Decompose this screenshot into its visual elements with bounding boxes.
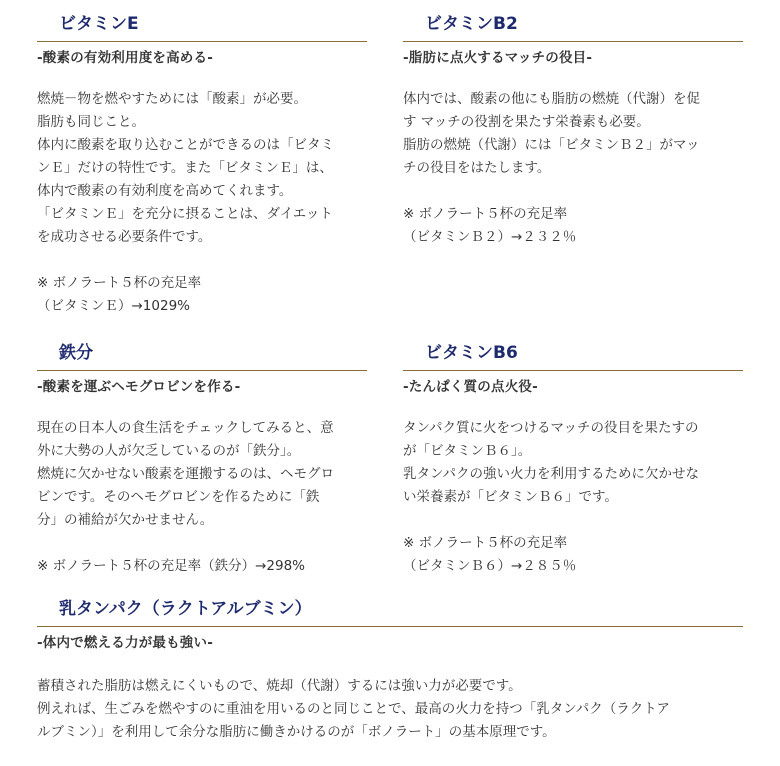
section-subtitle: -脂肪に点火するマッチの役目- — [403, 50, 593, 66]
section-title: 乳タンパク（ラクトアルブミン） — [59, 599, 312, 619]
section-vitamin-b2 — [403, 13, 743, 249]
section-title: ビタミンB2 — [425, 14, 518, 34]
section-subtitle: -たんぱく質の点火役- — [403, 379, 538, 395]
section-title: ビタミンE — [59, 14, 139, 34]
section-body — [403, 417, 743, 578]
section-subtitle: -酸素を運ぶヘモグロビンを作る- — [37, 379, 241, 395]
section-body — [37, 675, 743, 744]
section-text: タンパク質に火をつけるマッチの役目を果たすの が「ビタミンＢ６」。 乳タンパクの強い火力を利用するために欠かせな い栄養素が「ビタミンＢ６」です。 — [403, 420, 700, 505]
section-note: ※ ボノラート５杯の充足率 （ビタミンＥ）→1029% — [37, 275, 202, 314]
section-divider — [403, 41, 743, 42]
section-body — [37, 417, 367, 578]
section-vitamin-e — [37, 13, 367, 318]
section-subtitle: -体内で燃える力が最も強い- — [37, 635, 214, 651]
section-text: 体内では、酸素の他にも脂肪の燃焼（代謝）を促 す マッチの役割を果たす栄養素も必要。 脂肪の燃焼（代謝）には「ビタミンＢ２」がマッ チの役目をはたします。 — [403, 91, 700, 176]
section-milk-protein — [37, 598, 743, 744]
section-iron — [37, 342, 367, 578]
section-title: 鉄分 — [59, 343, 93, 363]
section-title: ビタミンB6 — [425, 343, 518, 363]
section-note: ※ ボノラート５杯の充足率（鉄分）→298% — [37, 558, 306, 574]
section-body — [403, 88, 743, 249]
section-text: 現在の日本人の食生活をチェックしてみると、意 外に大勢の人が欠乏しているのが「鉄分」。 燃焼に欠かせない酸素を運搬するのは、ヘモグロ ビンです。そのヘモグロビンを作るために「鉄 分」の補給が欠かせません。 — [37, 420, 334, 528]
section-note: ※ ボノラート５杯の充足率 （ビタミンＢ６）→２８５％ — [403, 535, 577, 574]
section-text: 蓄積された脂肪は燃えにくいもので、焼却（代謝）するには強い力が必要です。 例えれば、生ごみを燃やすのに重油を用いるのと同じことで、最高の火力を持つ「乳タンパク（ラクトア ルブミン）」を利用して余分な脂肪に働きかけるのが「ボノラート」の基本原理です。 — [37, 678, 670, 740]
section-divider — [403, 370, 743, 371]
section-subtitle: -酸素の有効利用度を高める- — [37, 50, 214, 66]
section-body — [37, 88, 367, 318]
section-divider — [37, 41, 367, 42]
section-divider — [37, 370, 367, 371]
section-divider — [37, 626, 743, 627]
section-vitamin-b6 — [403, 342, 743, 578]
section-text: 燃焼－物を燃やすためには「酸素」が必要。 脂肪も同じこと。 体内に酸素を取り込むことができるのは「ビタミ ンＥ」だけの特性です。また「ビタミンＥ」は、 体内で酸素の有効利度を高めてくれます。 「ビタミンＥ」を充分に摂ることは、ダイエット を成功させる必要条件です。 — [37, 91, 334, 245]
section-note: ※ ボノラート５杯の充足率 （ビタミンＢ２）→２３２％ — [403, 206, 577, 245]
